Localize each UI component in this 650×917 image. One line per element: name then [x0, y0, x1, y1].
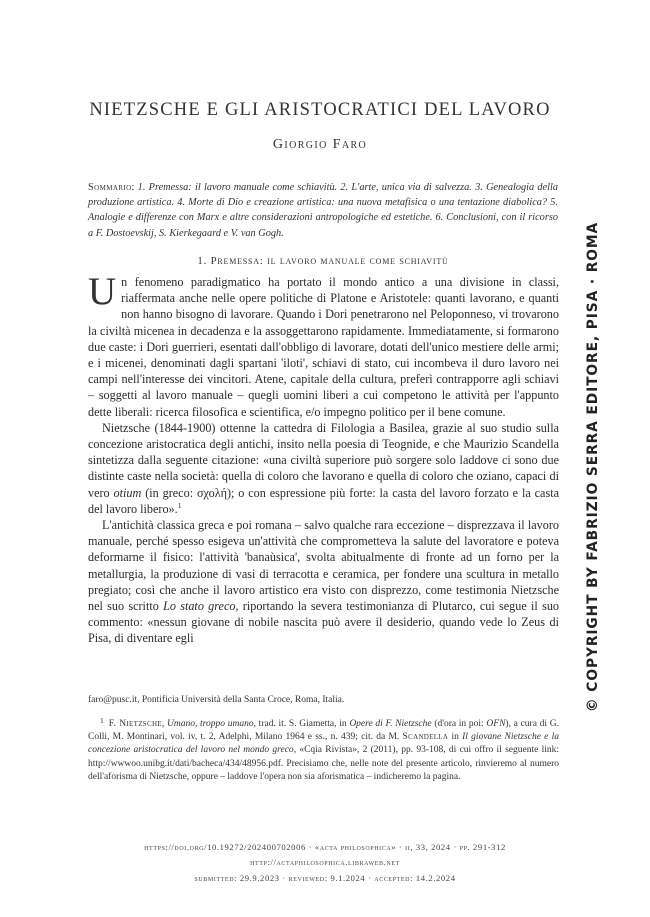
paragraph-3: [88, 517, 559, 647]
summary-text: 1. Premessa: il lavoro manuale come schiavitù. 2. L'arte, unica via di salvezza. 3. Genealogia della produzione artistica. 4. Morte di Dio e creazione artistica: una nuova metafisica o una tentazione diabolica? 5. Analogie e differenze con Marx e altre considerazioni antropologiche ed estetiche. 6. Conclusioni, con il ricorso a F. Dostoevskij, S. Kierkegaard e V. van Gogh.: [88, 182, 558, 239]
article-title: NIETZSCHE E GLI ARISTOCRATICI DEL LAVORO: [89, 100, 551, 120]
paragraph-1-text: n fenomeno paradigmatico ha portato il mondo antico a una divisione in classi, riaffermata anche nelle opere politiche di Platone e Aristotele: quanti lavorano, e quanti non hanno bisogno di lavorare. Quando i Dori penetrarono nel Peloponneso, vi trovarono la civiltà micenea in decadenza e la assoggettarono rapidamente. Immediatamente, si formarono due caste: i Dori guerrieri, esentati dall'obbligo di lavorare, dotati dell'unico mestiere delle armi; e i micenei, denominati dagli spartani 'iloti', schiavi di stato, cui incombeva il duro lavoro nei campi nell'interesse dei vincitori. Atene, capitale della cultura, preferì contrapporre agli schiavi – soggetti al lavoro manuale – quegli uomini liberi a cui competono le attività per l'appunto dette liberali: ricerca filosofica e scientifica, e/o impegno politico per il bene comune.: [88, 275, 559, 419]
paragraph-1: [88, 270, 559, 420]
footnote-1-text: , «Cqia Rivista», 2 (2011), pp. 93-108, di cui offro il seguente link: http://wwwoo.unibg.it/dati/bacheca/434/48956.pdf. Precisiamo che, nelle note del presente articolo, rinvieremo al numero dell'aforisma di Nietzsche, oppure – laddove l'opera non sia aforismatica – indicheremo la pagina.: [88, 745, 559, 782]
paragraph-3-text-a: L'antichità classica greca e poi romana – salvo qualche rara eccezione – disprezzava il lavoro manuale, perché spesso esigeva un'attività che comprometteva la salute del lavoratore e poteva deformarne il fisico: l'attività 'banaùsica', svolta abitualmente di fronte ad un forno per la metallurgia, la produzione di vasi di terracotta e ceramica, per fondere una scultura in metallo pregiato; così che anche il lavoro artistico era visto con disprezzo, come testimonia Nietzsche nel suo scritto: [88, 518, 559, 614]
footnote-1-author-2: Scandella: [402, 732, 449, 743]
footer-url-line: http://actaphilosophica.libraweb.net: [250, 857, 400, 867]
footnote-1-abbrev: OFN: [486, 719, 506, 729]
summary-abstract: Sommario: 1. Premessa: il lavoro manuale come schiavitù. 2. L'arte, unica via di salvezza. 3. Genealogia della produzione artistica. 4. Morte di Dio e creazione artistica: una nuova metafisica o una tentazione diabolica? 5. Analogie e differenze con Marx e altre considerazioni antropologiche ed estetiche. 6. Conclusioni, con il ricorso a F. Dostoevskij, S. Kierkegaard e V. van Gogh.: [88, 182, 558, 239]
footnote-1: [88, 714, 559, 784]
copyright-notice: [578, 221, 608, 712]
drop-cap: U: [88, 270, 117, 313]
paragraph-2-text-a: Nietzsche (1844-1900) ottenne la cattedra di Filologia a Basilea, grazie al suo studio sulla concezione aristocratica degli antichi, insito nella poesia di Teognide, e che Maurizio Scandella sintetizza dalla seguente citazione: «una civiltà superiore può sorgere solo laddove ci sono due distinte caste nella società: quella di coloro che lavorano e quella di coloro che oziano, capaci di vero: [88, 420, 559, 500]
footer-doi-line: https://doi.org/10.19272/202400702006 · «acta philosophica» · ii, 33, 2024 · pp. 291-312: [144, 842, 506, 852]
section-heading: 1. Premessa: il lavoro manuale come schiavitù: [197, 255, 449, 267]
footnote-1-number: 1: [100, 716, 104, 725]
article-body: [88, 270, 560, 647]
author-affiliation: faro@pusc.it, Pontificia Università della Santa Croce, Roma, Italia.: [88, 695, 345, 705]
copyright-text: © COPYRIGHT BY FABRIZIO SERRA EDITORE, PISA · ROMA: [585, 221, 601, 712]
paragraph-2-otium: otium: [113, 485, 142, 500]
footnote-1-title-2: Opere di F. Nietzsche: [349, 719, 432, 729]
footnote-1-title-3: Il giovane Nietzsche e la concezione aristocratica del lavoro nel mondo greco: [88, 732, 560, 756]
footer-dates-line: submitted: 29.9.2023 · reviewed: 9.1.2024 · accepted: 14.2.2024: [194, 873, 456, 883]
footnote-1-author: F. Nietzsche: [108, 719, 162, 729]
paragraph-3-work-title: Lo stato greco: [163, 599, 236, 614]
paragraph-2-text-b: (in greco: σχολή); o con espressione più forte: la casta del lavoro forzato e la casta del lavoro libero».: [88, 485, 559, 516]
footnote-1-text: ,: [161, 719, 167, 729]
paragraph-2: [88, 420, 559, 517]
footnote-1-text: ), a cura di G. Colli, M. Montinari, vol. iv, t. 2, Adelphi, Milano 1964 e ss., n. 439; cit. da M.: [88, 719, 559, 743]
footnote-1-text: in: [448, 732, 463, 743]
footnote-1-title-1: Umano, troppo umano: [166, 719, 254, 729]
article-author: Giorgio Faro: [272, 137, 368, 152]
footnote-1-text: (d'ora in poi:: [431, 719, 487, 729]
footnote-ref-1[interactable]: 1: [177, 500, 182, 510]
paragraph-3-text-b: , riportando la severa testimonianza di Plutarco, cui segue il suo commento: «nessun giovane di nobile nascita può avere il desiderio, quando vede lo Zeus di Pisa, di diventare egli: [88, 599, 560, 646]
footnote-1-text: , trad. it. S. Giametta, in: [253, 719, 350, 729]
summary-label: Sommario: [88, 182, 132, 193]
